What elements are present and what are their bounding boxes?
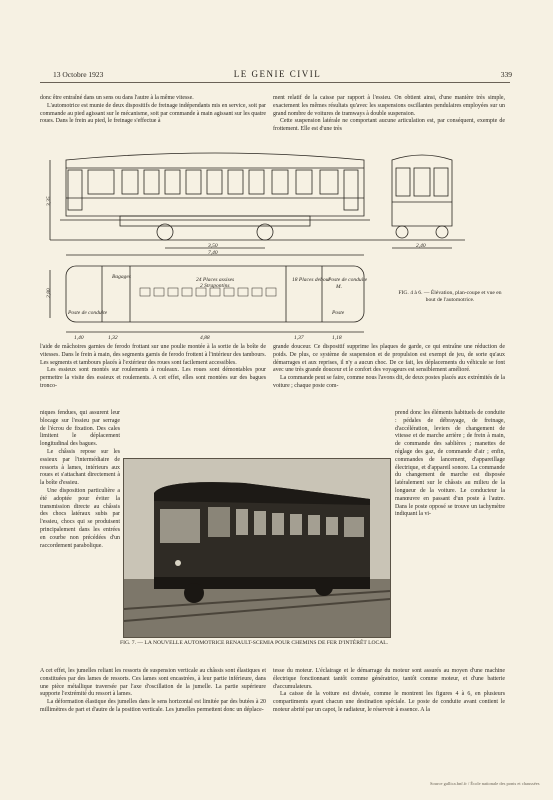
column-left-middle [40,344,266,391]
column-right-bottom [273,668,505,715]
dim-plan-width: 2,80 [46,288,52,298]
label-places-assises: 24 Places assises [196,277,235,283]
figure-caption-4-6: FIG. 4 à 6. — Élévation, plan-coupe et vue en bout de l'automotrice. [398,290,502,303]
dim-wheelbase: 3,50 [208,243,218,249]
paragraph: L'automotrice est munie de deux dispositifs de freinage indépendants mis en service, soit par commande au pied agissant sur le mécanisme, soit par commande à main agissant sur les quatre roues. Dans le frein au pied, le freinage s'effectue à [40,102,266,125]
paragraph: donc être entraîné dans un sens ou dans l'autre à la même vitesse. [40,95,194,101]
technical-drawing [40,138,510,343]
paragraph: Les essieux sont montés sur roulements à rouleaux. Les roues sont démontables pour permettre la visite des essieux et roulements. A cet effet, elles sont montées sur des bagues tronco- [40,367,266,389]
dim-length: 7,40 [208,250,218,256]
label-poste: Poste [332,310,345,316]
plan-dim: 1,37 [294,335,304,341]
paragraph: La déformation élastique des jumelles dans le sens horizontal est limitée par des butées à 20 millimètres de part et d'autre de la position verticale. Les jumelles permettent donc un déplace- [40,699,266,713]
label-strapontins: 2 Strapontins [200,283,230,289]
plan-dim: 1,32 [108,335,118,341]
paragraph: niques fendues, qui assurent leur blocage sur l'essieu par serrage de l'écrou de fixation. Des cales limitent le déplacement longitudinal des bagues. [40,410,120,448]
end-view-body [392,155,452,226]
column-left-top [40,95,266,126]
paragraph: La caisse de la voiture est divisée, comme le montrent les figures 4 à 6, en plusieurs compartiments ayant chacun une destination spéciale. Le poste de conduite avant contient le moteur abrité par un capot, le radiateur, le réservoir à essence. A la [273,691,505,713]
label-debout: 18 Places debout [292,277,330,283]
label-poste-conduite: Poste de conduite [68,310,108,316]
railcar-illustration [124,459,390,637]
plan-outline [66,266,364,322]
railcar-photograph [123,458,391,638]
label-poste-conduite-2: Poste de conduite [328,277,368,283]
column-right-narrow [395,410,505,519]
paragraph: tesse du moteur. L'éclairage et le démarrage du moteur sont assurés au moyen d'une machine électrique fonctionnant tantôt comme génératrice, tantôt comme moteur, et d'une batterie d'accumulateurs. [273,668,505,690]
issue-date: 13 Octobre 1923 [53,70,104,79]
paragraph: ment relatif de la caisse par rapport à l'essieu. On obtient ainsi, d'une manière très simple, exactement les mêmes résultats qu'avec les suspensions oscillantes pendulaires employées sur un grand nombre de voitures de tramways à double suspension. [273,95,505,117]
header-rule [40,82,510,83]
dim-width: 2,40 [416,243,426,249]
column-right-middle [273,344,505,391]
plan-dim: 1,40 [74,335,84,341]
paragraph: La commande peut se faire, comme nous l'avons dit, de deux postes placés aux extrémités de la voiture ; chaque poste com- [273,375,505,389]
elevation-body [66,153,364,216]
column-right-top [273,95,505,134]
figure-caption-7: FIG. 7. — LA NOUVELLE AUTOMOTRICE RENAULT-SCEMIA POUR CHEMINS DE FER D'INTÉRÊT LOCAL. [120,640,389,646]
page-number: 339 [500,70,512,79]
label-bagages: Bagages [112,274,131,280]
plan-dim: 1,18 [332,335,342,341]
label-m: M. [336,284,342,290]
dim-height: 3,35 [46,196,52,206]
paragraph: l'aide de mâchoires garnies de ferodo frottant sur une poulie montée à la sortie de la boîte de vitesses. Dans le frein à main, des segments garnis de ferodo frottent à l'intérieur des tambours. Les segments et tambours placés à l'extérieur des roues sont facilement accessibles. [40,344,266,366]
paragraph: Cette suspension latérale ne comportant aucune articulation est, par conséquent, exempte de frottement. Elle est d'une très [273,118,505,133]
paragraph: A cet effet, les jumelles reliant les ressorts de suspension verticale au châssis sont élastiques et constituées par des lames de ressorts. Ces lames sont encastrées, à leur partie inférieure, dans une pièce métallique traversée par l'axe d'oscillation de la jumelle. La partie supérieure supporte l'extrémité du ressort à lames. [40,668,266,698]
column-left-bottom [40,668,266,715]
source-footer: Source gallica.bnf.fr / École nationale des ponts et chaussées [430,781,540,786]
column-left-narrow [40,410,120,550]
running-header [25,70,530,82]
paragraph: prend donc les éléments habituels de conduite : pédales de débrayage, de freinage, d'accélération, leviers de changement de vitesse et de marche arrière ; de frein à main, de commande des sablières ; manettes de réglage des gaz, de commande d'air ; enfin, commandes de lancement, d'appareillage électrique, et d'appareil sonore. La commande du changement de marche est disposée latéralement sur le châssis au milieu de la longueur de la voiture. Le conducteur la manœuvre en passant d'un poste à l'autre. Dans le poste opposé se trouve un tachymètre indiquant la vi- [395,410,505,518]
paragraph: grande douceur. Ce dispositif supprime les plaques de garde, ce qui entraîne une réduction de poids. De plus, ce système de suspension et de propulsion est exempt de jeu, de sorte qu'aux démarrages et aux reprises, il n'y a aucun choc. De ce fait, les déplacements du véhicule se font avec une très grande douceur et le confort des voyageurs est sensiblement amélioré. [273,344,505,374]
paragraph: Une disposition particulière a été adoptée pour éviter la transmission directe au châssis des chocs latéraux subis par l'essieu, chocs qui se produisent principalement dans les entrées en courbe non précédées d'un raccordement parabolique. [40,487,120,549]
paragraph: Le châssis repose sur les essieux par l'intermédiaire de ressorts à lames, intérieurs aux roues et s'attachant directement à la boîte d'essieu. [40,448,120,487]
plan-dim: 4,88 [200,335,210,341]
journal-title: LE GENIE CIVIL [233,69,322,79]
